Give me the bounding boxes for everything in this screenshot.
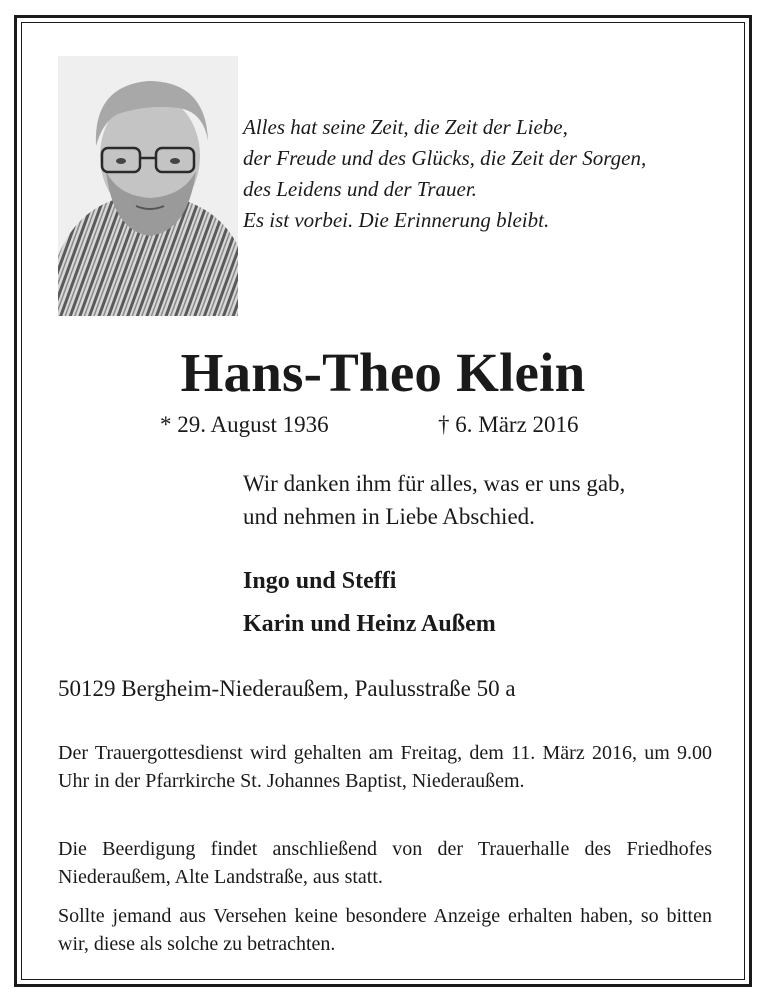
birth-date: * 29. August 1936 xyxy=(160,412,329,437)
thanks-line: Wir danken ihm für alles, was er uns gab, xyxy=(243,471,626,496)
deceased-name: Hans-Theo Klein xyxy=(180,342,586,403)
thanks-line: und nehmen in Liebe Abschied. xyxy=(243,504,535,529)
family-address: 50129 Bergheim-Niederaußem, Paulusstraße 50 a xyxy=(58,676,516,701)
verse-line: des Leidens und der Trauer. xyxy=(243,177,477,201)
burial-notice: Die Beerdigung findet anschließend von der Trauerhalle des Friedhofes Niederaußem, Alte Landstraße, aus statt. xyxy=(58,838,712,888)
death-date: † 6. März 2016 xyxy=(438,412,579,437)
mourner-name: Ingo und Steffi xyxy=(243,568,397,594)
portrait-photo xyxy=(58,56,238,316)
verse-line: der Freude und des Glücks, die Zeit der Sorgen, xyxy=(243,146,647,170)
mourners-list xyxy=(243,560,496,646)
verse-line: Es ist vorbei. Die Erinnerung bleibt. xyxy=(243,208,550,232)
verse-line: Alles hat seine Zeit, die Zeit der Liebe, xyxy=(243,115,568,139)
memorial-verse xyxy=(243,112,723,236)
thanks-text xyxy=(243,467,625,533)
missing-notice-note: Sollte jemand aus Versehen keine besondere Anzeige erhalten haben, so bitten wir, diese als solche zu betrachten. xyxy=(58,905,712,955)
funeral-service-notice: Der Trauergottesdienst wird gehalten am Freitag, dem 11. März 2016, um 9.00 Uhr in der Pfarrkirche St. Johannes Baptist, Niederaußem. xyxy=(58,742,712,792)
mourner-name: Karin und Heinz Außem xyxy=(243,611,496,637)
